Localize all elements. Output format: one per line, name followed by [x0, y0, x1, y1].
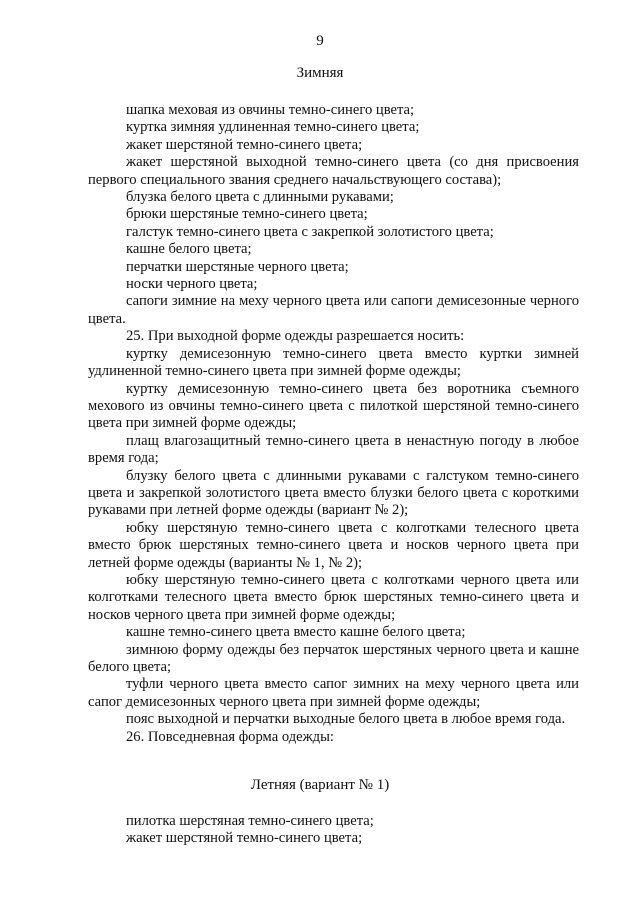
paragraph: 25. При выходной форме одежды разрешается носить:	[126, 328, 465, 345]
paragraph: 26. Повседневная форма одежды:	[126, 728, 334, 745]
heading-summer-variant-1: Летняя (вариант № 1)	[250, 777, 390, 793]
paragraph: пилотка шерстяная темно-синего цвета;	[126, 813, 374, 829]
paragraph: жакет шерстяной темно-синего цвета;	[126, 136, 363, 153]
paragraph: плащ влагозащитный темно-синего цвета в ненастную погоду в любое время года;	[88, 432, 579, 467]
paragraph: сапоги зимние на меху черного цвета или сапоги демисезонные черного цвета.	[88, 293, 579, 327]
paragraph: жакет шерстяной выходной темно-синего цвета (со дня присвоения первого специального звания среднего начальствующего состава);	[88, 154, 579, 188]
paragraph: кашне белого цвета;	[126, 241, 252, 258]
paragraph: брюки шерстяные темно-синего цвета;	[126, 206, 368, 223]
paragraph: куртку демисезонную темно-синего цвета без воротника съемного мехового из овчины темно-синего цвета с пилоткой шерстяной темно-синего цвета при зимней форме одежды;	[88, 380, 579, 432]
paragraph: куртку демисезонную темно-синего цвета вместо куртки зимней удлиненной темно-синего цвета при зимней форме одежды;	[88, 345, 579, 380]
paragraph: юбку шерстяную темно-синего цвета с колготками телесного цвета вместо брюк шерстяных темно-синего цвета и носков черного цвета при летней форме одежды (варианты № 1, № 2);	[88, 519, 579, 571]
section-winter-items	[88, 102, 579, 746]
section-summer-items	[88, 813, 579, 848]
paragraph: жакет шерстяной темно-синего цвета;	[126, 830, 363, 847]
paragraph: куртка зимняя удлиненная темно-синего цвета;	[126, 119, 420, 136]
paragraph: перчатки шерстяные черного цвета;	[126, 258, 349, 275]
paragraph: юбку шерстяную темно-синего цвета с колготками черного цвета или колготками телесного цвета вместо брюк шерстяных темно-синего цвета и носков черного цвета при зимней форме одежды;	[88, 571, 579, 623]
heading-winter: Зимняя	[296, 65, 344, 81]
paragraph: кашне темно-синего цвета вместо кашне белого цвета;	[126, 624, 466, 641]
paragraph: пояс выходной и перчатки выходные белого цвета в любое время года.	[126, 711, 566, 728]
paragraph: блузку белого цвета с длинными рукавами с галстуком темно-синего цвета и закрепкой золотистого цвета вместо блузки белого цвета с короткими рукавами при летней форме одежды (вариант № 2);	[88, 467, 579, 519]
page-number: 9	[316, 33, 324, 49]
paragraph: туфли черного цвета вместо сапог зимних на меху черного цвета или сапог демисезонных черного цвета при зимней форме одежды;	[88, 676, 579, 710]
paragraph: носки черного цвета;	[126, 276, 258, 293]
paragraph: блузка белого цвета с длинными рукавами;	[126, 189, 394, 206]
paragraph: зимнюю форму одежды без перчаток шерстяных черного цвета и кашне белого цвета;	[88, 641, 579, 675]
paragraph: шапка меховая из овчины темно-синего цвета;	[126, 102, 415, 118]
paragraph: галстук темно-синего цвета с закрепкой золотистого цвета;	[126, 223, 494, 240]
